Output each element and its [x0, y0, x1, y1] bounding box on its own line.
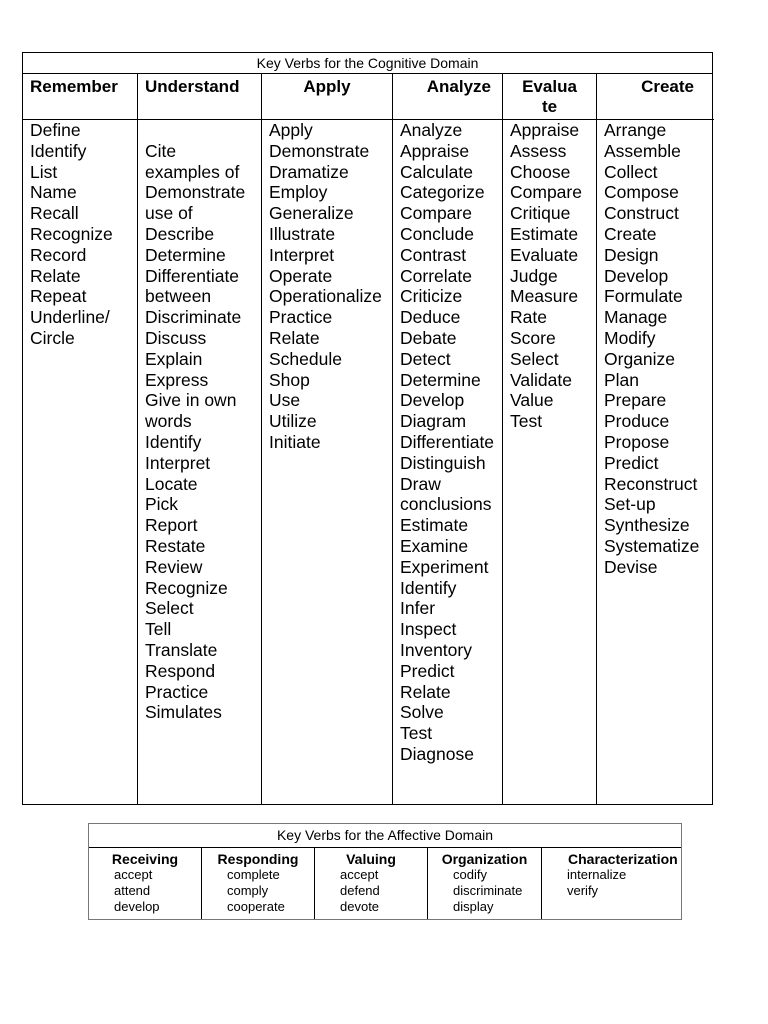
- verb-item: Predict: [604, 452, 659, 473]
- verb-item: Record: [30, 244, 87, 265]
- verb-item: Recall: [30, 203, 79, 224]
- verb-item: Detect: [400, 348, 451, 369]
- verb-item: internalize: [567, 867, 627, 882]
- verb-item: Synthesize: [604, 515, 690, 536]
- verb-item: discriminate: [453, 883, 523, 899]
- verb-item: Develop: [604, 265, 669, 286]
- verb-item: Diagram: [400, 411, 467, 432]
- column-responding: [202, 848, 315, 919]
- verb-item: conclusions: [400, 494, 492, 515]
- verb-item: Select: [510, 348, 559, 369]
- verb-item: Critique: [510, 203, 571, 224]
- verb-item: Define: [30, 120, 81, 140]
- verb-list: [30, 120, 135, 349]
- verb-item: Review: [145, 556, 203, 577]
- column-header: Analyze: [393, 74, 502, 120]
- verb-item: between: [145, 286, 212, 307]
- verb-item: Reconstruct: [604, 473, 698, 494]
- verb-item: cooperate: [227, 899, 285, 915]
- verb-item: words: [145, 411, 192, 432]
- verb-item: Formulate: [604, 286, 683, 307]
- verb-item: Underline/: [30, 307, 110, 328]
- verb-item: Initiate: [269, 431, 321, 452]
- verb-item: [145, 120, 259, 141]
- verb-list: [145, 120, 259, 723]
- verb-item: Inventory: [400, 639, 472, 660]
- verb-item: Contrast: [400, 244, 467, 265]
- column-header: [503, 74, 596, 120]
- verb-item: Report: [145, 515, 198, 536]
- verb-item: Name: [30, 182, 77, 203]
- verb-item: Test: [400, 723, 433, 744]
- column-header: Create: [597, 74, 714, 120]
- verb-item: Recognize: [30, 223, 113, 244]
- verb-item: Rate: [510, 307, 547, 328]
- verb-item: Produce: [604, 411, 670, 432]
- verb-item: Pick: [145, 494, 179, 515]
- verb-item: Select: [145, 598, 194, 619]
- column-header: Characterization: [568, 851, 678, 867]
- verb-item: defend: [340, 883, 380, 899]
- verb-item: attend: [114, 883, 151, 899]
- verb-item: Identify: [30, 140, 87, 161]
- verb-item: Conclude: [400, 223, 474, 244]
- cognitive-domain-table: [22, 52, 713, 805]
- verb-item: Test: [510, 411, 543, 432]
- verb-item: Infer: [400, 598, 436, 619]
- column-analyze: [393, 74, 503, 804]
- affective-domain-table: [88, 823, 682, 920]
- verb-item: Relate: [269, 327, 320, 348]
- column-apply: [262, 74, 393, 804]
- verb-item: Generalize: [269, 203, 354, 224]
- column-receiving: [89, 848, 202, 919]
- verb-item: Employ: [269, 182, 328, 203]
- verb-item: Modify: [604, 327, 656, 348]
- verb-item: accept: [114, 867, 153, 882]
- verb-list: [510, 120, 594, 432]
- verb-list: [315, 867, 427, 916]
- verb-item: Calculate: [400, 161, 473, 182]
- column-remember: [23, 74, 138, 804]
- verb-item: Restate: [145, 535, 206, 556]
- column-header: Responding: [217, 851, 299, 867]
- verb-item: examples of: [145, 161, 240, 182]
- verb-item: Interpret: [145, 452, 211, 473]
- verb-item: Recognize: [145, 577, 228, 598]
- column-header: Remember: [23, 74, 137, 120]
- verb-item: Categorize: [400, 182, 485, 203]
- verb-item: Differentiate: [400, 431, 495, 452]
- verb-item: Compare: [400, 203, 472, 224]
- verb-item: Organize: [604, 348, 676, 369]
- verb-item: Discuss: [145, 327, 207, 348]
- column-evaluate: [503, 74, 597, 804]
- verb-item: Collect: [604, 161, 658, 182]
- verb-item: devote: [340, 899, 380, 915]
- verb-item: verify: [567, 883, 599, 899]
- verb-item: Estimate: [510, 223, 579, 244]
- verb-item: List: [30, 161, 58, 182]
- verb-item: Score: [510, 327, 556, 348]
- column-create: [597, 74, 714, 804]
- verb-list: [542, 867, 681, 899]
- verb-list: [428, 867, 541, 916]
- verb-item: Relate: [30, 265, 81, 286]
- verb-item: Inspect: [400, 619, 457, 640]
- verb-item: Locate: [145, 473, 198, 494]
- verb-item: Interpret: [269, 244, 335, 265]
- column-characterization: [542, 848, 681, 919]
- verb-item: Explain: [145, 348, 203, 369]
- verb-item: codify: [453, 867, 487, 882]
- cognitive-table-title: Key Verbs for the Cognitive Domain: [23, 53, 712, 74]
- verb-item: Criticize: [400, 286, 463, 307]
- verb-item: Validate: [510, 369, 572, 390]
- verb-item: Repeat: [30, 286, 87, 307]
- verb-item: Practice: [269, 307, 333, 328]
- column-understand: [138, 74, 262, 804]
- header-line: te: [541, 97, 558, 116]
- column-header: Receiving: [111, 851, 179, 867]
- verb-item: Experiment: [400, 556, 489, 577]
- column-header: Organization: [441, 851, 528, 867]
- verb-item: Analyze: [400, 120, 463, 140]
- verb-item: Describe: [145, 223, 215, 244]
- verb-item: Compare: [510, 182, 582, 203]
- verb-item: Solve: [400, 702, 444, 723]
- column-header: Valuing: [346, 851, 396, 867]
- verb-item: Practice: [145, 681, 209, 702]
- verb-item: Simulates: [145, 702, 222, 723]
- verb-item: Schedule: [269, 348, 342, 369]
- verb-item: Differentiate: [145, 265, 240, 286]
- verb-item: Devise: [604, 556, 658, 577]
- verb-item: Identify: [400, 577, 457, 598]
- verb-item: Manage: [604, 307, 668, 328]
- verb-item: Express: [145, 369, 209, 390]
- verb-item: Determine: [400, 369, 481, 390]
- verb-item: Translate: [145, 639, 218, 660]
- verb-item: Diagnose: [400, 743, 474, 764]
- verb-item: Systematize: [604, 535, 700, 556]
- verb-item: Identify: [145, 431, 202, 452]
- verb-item: Evaluate: [510, 244, 579, 265]
- verb-item: display: [453, 899, 494, 915]
- verb-list: [604, 120, 712, 578]
- verb-item: Arrange: [604, 120, 667, 140]
- verb-item: Demonstrate: [145, 182, 246, 203]
- verb-item: Respond: [145, 660, 216, 681]
- verb-item: Draw: [400, 473, 441, 494]
- verb-item: Circle: [30, 327, 75, 348]
- verb-item: Use: [269, 390, 301, 411]
- verb-item: Operate: [269, 265, 333, 286]
- verb-item: Value: [510, 390, 554, 411]
- verb-item: Compose: [604, 182, 679, 203]
- verb-item: Set-up: [604, 494, 656, 515]
- verb-item: Dramatize: [269, 161, 349, 182]
- verb-item: Assess: [510, 140, 567, 161]
- verb-item: Examine: [400, 535, 469, 556]
- verb-item: Assemble: [604, 140, 681, 161]
- verb-item: Give in own: [145, 390, 237, 411]
- verb-item: Design: [604, 244, 659, 265]
- verb-item: Discriminate: [145, 307, 242, 328]
- verb-item: comply: [227, 883, 269, 899]
- header-line: Evalua: [522, 77, 577, 96]
- verb-item: accept: [340, 867, 379, 882]
- column-header: Apply: [262, 74, 392, 120]
- verb-item: Apply: [269, 120, 313, 140]
- verb-list: [89, 867, 201, 916]
- verb-item: Determine: [145, 244, 226, 265]
- verb-item: Predict: [400, 660, 455, 681]
- verb-item: Cite: [145, 140, 177, 161]
- verb-item: Correlate: [400, 265, 472, 286]
- verb-item: Choose: [510, 161, 571, 182]
- column-organization: [428, 848, 542, 919]
- verb-item: Judge: [510, 265, 558, 286]
- verb-item: develop: [114, 899, 160, 915]
- verb-item: Propose: [604, 431, 670, 452]
- verb-item: Operationalize: [269, 286, 382, 307]
- verb-list: [202, 867, 314, 916]
- verb-item: Measure: [510, 286, 579, 307]
- column-valuing: [315, 848, 428, 919]
- verb-item: Debate: [400, 327, 457, 348]
- verb-item: complete: [227, 867, 280, 882]
- verb-item: Appraise: [510, 120, 580, 140]
- verb-item: Construct: [604, 203, 679, 224]
- verb-item: Shop: [269, 369, 310, 390]
- verb-item: Utilize: [269, 411, 317, 432]
- verb-item: Distinguish: [400, 452, 486, 473]
- verb-item: Estimate: [400, 515, 469, 536]
- verb-item: Develop: [400, 390, 465, 411]
- verb-item: Demonstrate: [269, 140, 370, 161]
- verb-item: Tell: [145, 619, 172, 640]
- verb-item: Appraise: [400, 140, 470, 161]
- affective-table-title: Key Verbs for the Affective Domain: [89, 824, 681, 848]
- verb-item: use of: [145, 203, 193, 224]
- verb-item: Relate: [400, 681, 451, 702]
- verb-item: Plan: [604, 369, 640, 390]
- verb-list: [269, 120, 390, 453]
- verb-item: Prepare: [604, 390, 667, 411]
- verb-list: [400, 120, 500, 765]
- column-header: Understand: [138, 74, 261, 120]
- verb-item: Deduce: [400, 307, 461, 328]
- verb-item: Create: [604, 223, 657, 244]
- verb-item: Illustrate: [269, 223, 336, 244]
